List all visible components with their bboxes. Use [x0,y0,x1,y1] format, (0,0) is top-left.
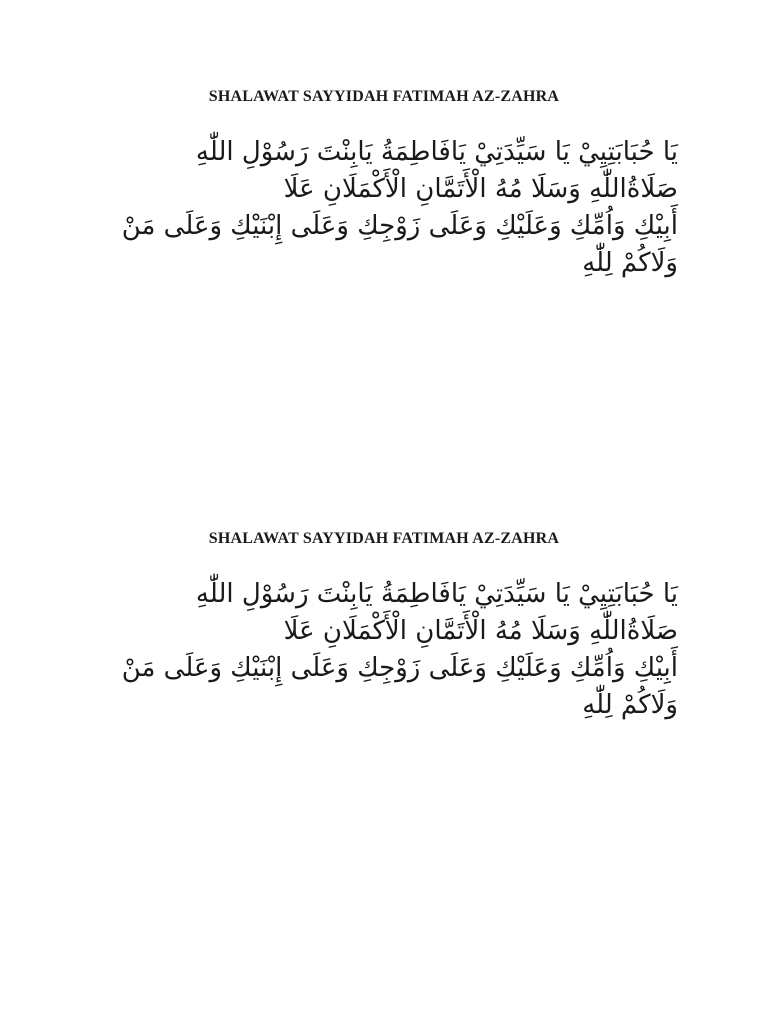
section-title: SHALAWAT SAYYIDAH FATIMAH AZ-ZAHRA [208,88,560,105]
shalawat-section [0,530,768,720]
arabic-text [98,134,678,282]
arabic-line: وَلَاكُمْ لِلّٰهِ [582,248,678,278]
section-title: SHALAWAT SAYYIDAH FATIMAH AZ-ZAHRA [208,530,560,547]
arabic-line: صَلَاةُاللّٰهِ وَسَلَا مُهُ الْأَتَمَّانِ الْأَكْمَلَانِ عَلَا [283,616,678,646]
arabic-line: يَا حُبَابَتِيِيْ يَا سَيِّدَتِيْ يَافَاطِمَةُ يَابِنْتَ رَسُوْلِ اللّٰهِ [195,137,678,167]
arabic-line: أَبِيْكِ وَاُمِّكِ وَعَلَيْكِ وَعَلَى زَوْجِكِ وَعَلَى إِبْنَيْكِ وَعَلَى مَنْ [121,653,678,683]
arabic-text [98,576,678,724]
arabic-line: وَلَاكُمْ لِلّٰهِ [582,690,678,720]
shalawat-section [0,88,768,278]
arabic-line: صَلَاةُاللّٰهِ وَسَلَا مُهُ الْأَتَمَّانِ الْأَكْمَلَانِ عَلَا [283,174,678,204]
arabic-line: يَا حُبَابَتِيِيْ يَا سَيِّدَتِيْ يَافَاطِمَةُ يَابِنْتَ رَسُوْلِ اللّٰهِ [195,579,678,609]
arabic-line: أَبِيْكِ وَاُمِّكِ وَعَلَيْكِ وَعَلَى زَوْجِكِ وَعَلَى إِبْنَيْكِ وَعَلَى مَنْ [121,211,678,241]
